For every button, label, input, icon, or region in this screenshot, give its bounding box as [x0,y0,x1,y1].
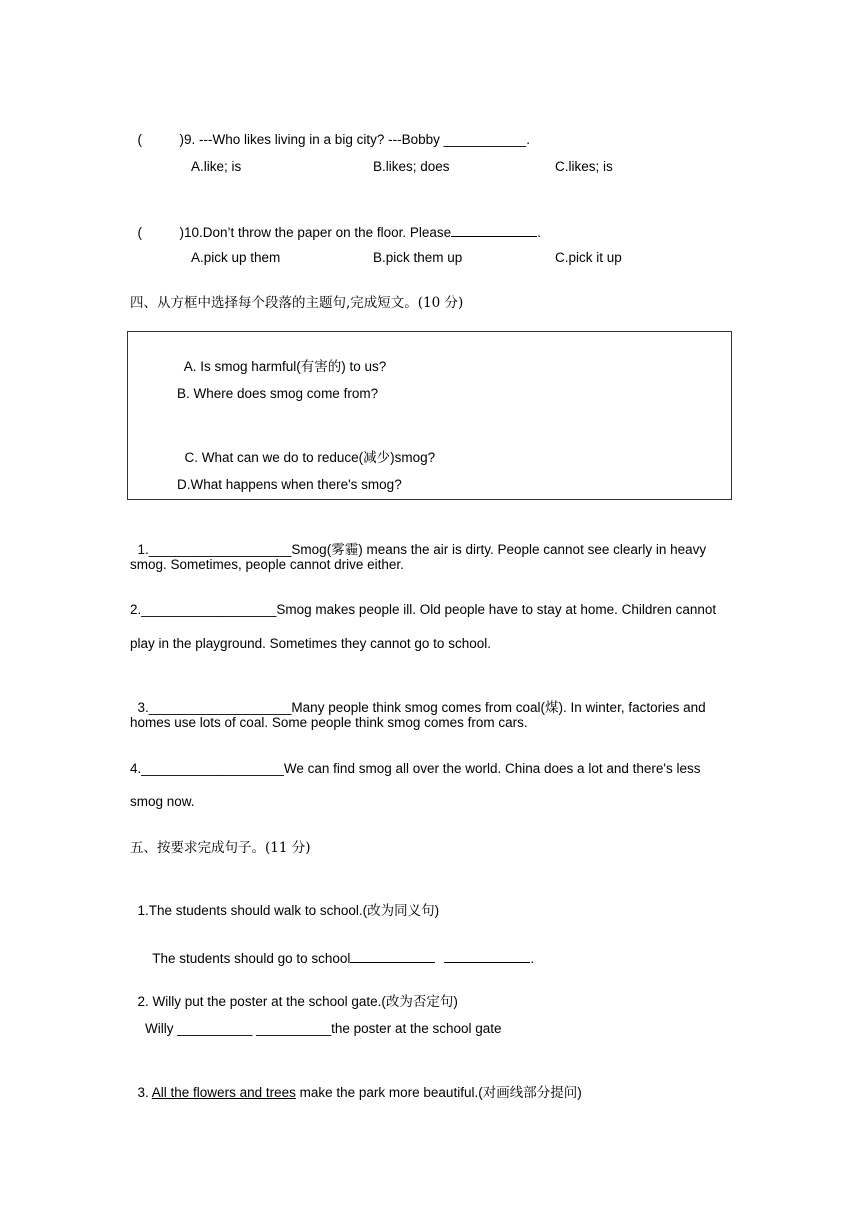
sentence-1-answer: The students should go to school . [145,930,534,968]
underlined-phrase: All the flowers and trees [151,1085,296,1100]
box-option-c: C. What can we do to reduce(减少)smog? [184,450,436,466]
q10-option-b: B.pick them up [373,250,463,265]
question-text: 9. ---Who likes living in a big city? ---Bobby ___________. [184,132,530,147]
paragraph-1: 1.___________________Smog(雾霾) means the air is dirty. People cannot see clearly in heavy [137,542,707,558]
question-9 [130,113,530,149]
paragraph-2-line-2: play in the playground. Sometimes they cannot go to school. [130,636,491,651]
q9-option-a: A.like; is [191,159,242,174]
q9-option-b: B.likes; does [373,159,450,174]
section-5-heading: 五、按要求完成句子。(11 分) [130,840,311,856]
box-option-b: B. Where does smog come from? [177,386,379,401]
answer-blank[interactable] [444,948,530,963]
box-option-d: D.What happens when there's smog? [177,477,402,492]
q10-option-a: A.pick up them [191,250,281,265]
question-end: . [537,225,541,240]
paragraph-3-line-2: homes use lots of coal. Some people think smog comes from cars. [130,715,528,730]
box-option-a: A. Is smog harmful(有害的) to us? [183,359,387,375]
paragraph-1-line-2: smog. Sometimes, people cannot drive either. [130,557,404,572]
paragraph-2: 2.__________________Smog makes people ill. Old people have to stay at home. Children cannot [130,602,717,617]
answer-blank[interactable] [350,948,435,963]
answer-paren: ( ) [137,225,185,240]
sentence-3: 3. All the flowers and trees make the park more beautiful.(对画线部分提问) [137,1085,582,1101]
section-4-heading: 四、从方框中选择每个段落的主题句,完成短文。(10 分) [130,295,464,311]
paragraph-3: 3.___________________Many people think smog comes from coal(煤). In winter, factories and [137,700,706,716]
sentence-1: 1.The students should walk to school.(改为同义句) [137,903,440,919]
answer-paren: ( ) [137,132,185,147]
answer-blank[interactable] [451,222,537,237]
paragraph-4: 4.___________________We can find smog all over the world. China does a lot and there's less [130,761,701,776]
question-10 [130,204,541,242]
sentence-2: 2. Willy put the poster at the school gate.(改为否定句) [137,994,458,1010]
q9-option-c: C.likes; is [555,159,613,174]
paragraph-4-line-2: smog now. [130,794,195,809]
question-text: 10.Don’t throw the paper on the floor. Please [184,225,452,240]
q10-option-c: C.pick it up [555,250,622,265]
sentence-2-answer: Willy __________ __________the poster at the school gate [145,1021,502,1036]
